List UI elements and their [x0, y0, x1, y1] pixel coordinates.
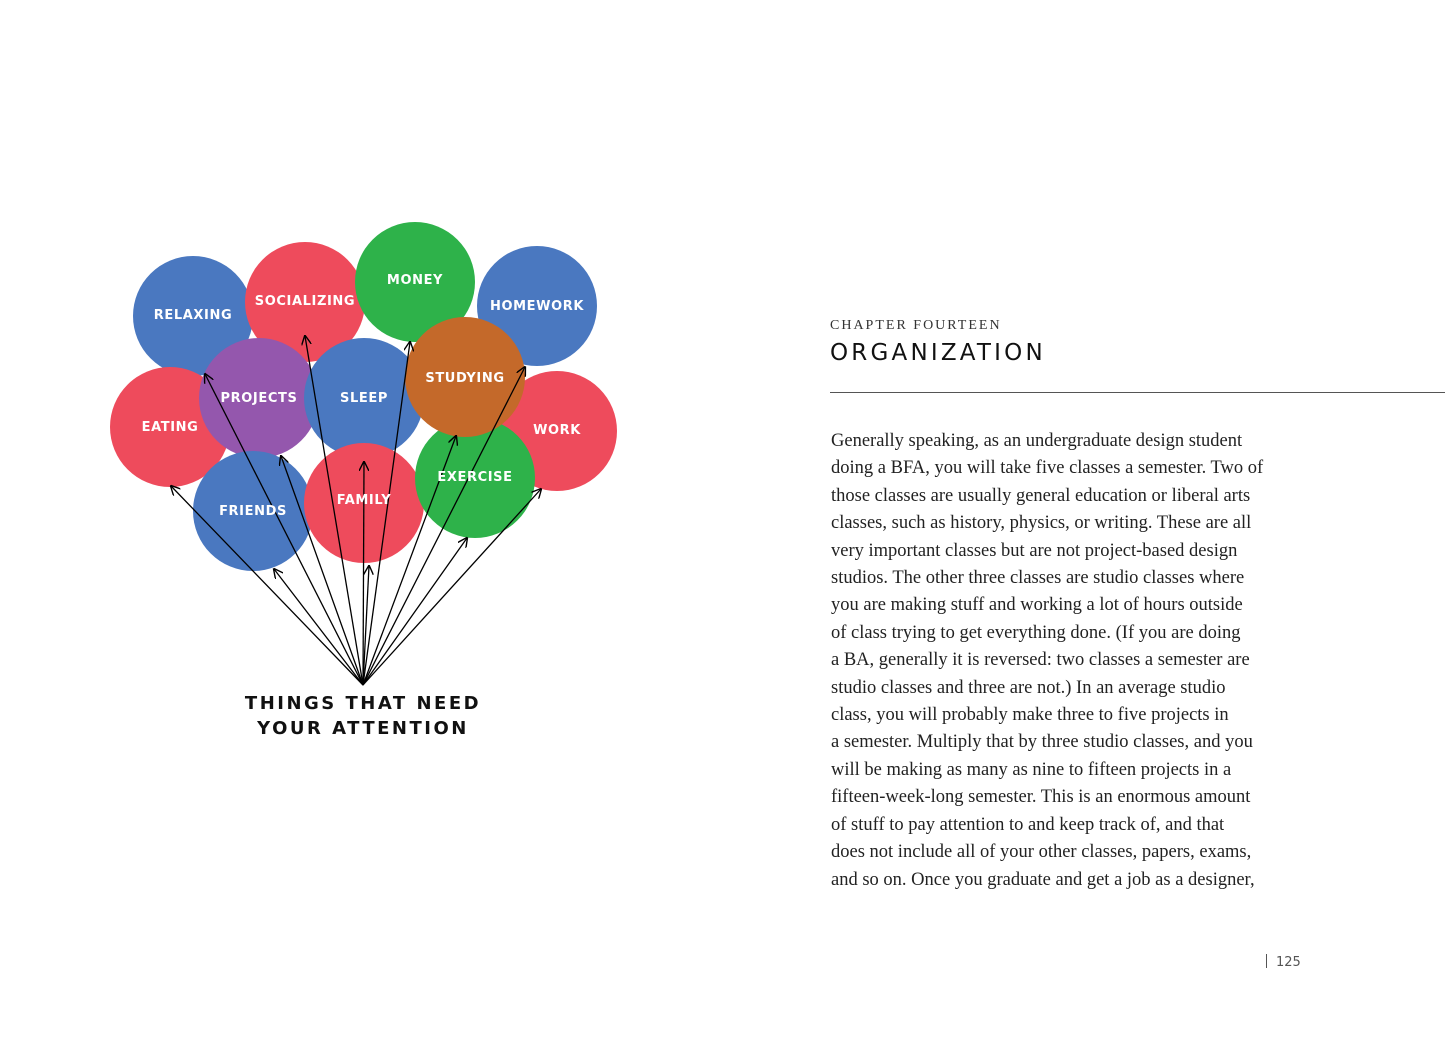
- balloon-label-family: FAMILY: [336, 493, 392, 508]
- body-line: class, you will probably make three to five projects in: [831, 705, 1229, 726]
- body-paragraph: [831, 428, 1301, 894]
- balloon-label-friends: FRIENDS: [219, 504, 287, 519]
- caption-line-1: THINGS THAT NEED: [244, 693, 482, 714]
- body-line: a BA, generally it is reversed: two classes a semester are: [831, 650, 1250, 671]
- title-rule: [830, 392, 1445, 393]
- page-number: [1266, 954, 1301, 970]
- balloon-diagram: [0, 0, 720, 1051]
- balloon-label-projects: PROJECTS: [220, 391, 298, 406]
- balloon-label-money: MONEY: [386, 273, 444, 288]
- body-line: very important classes but are not project-based design: [831, 540, 1238, 561]
- folio-bar: [1266, 954, 1267, 968]
- body-line: classes, such as history, physics, or writing. These are all: [831, 513, 1252, 534]
- body-line: doing a BFA, you will take five classes a semester. Two of: [831, 458, 1264, 479]
- chapter-label: CHAPTER FOURTEEN: [830, 318, 1002, 333]
- page-number-text: 125: [1276, 955, 1301, 970]
- body-line: of class trying to get everything done. (If you are doing: [831, 622, 1241, 643]
- body-line: those classes are usually general education or liberal arts: [831, 485, 1251, 506]
- body-line: you are making stuff and working a lot of hours outside: [831, 595, 1243, 616]
- body-line: studio classes and three are not.) In an average studio: [831, 677, 1226, 698]
- balloon-label-studying: STUDYING: [425, 371, 505, 386]
- balloon-label-work: WORK: [533, 423, 581, 438]
- balloon-label-socializing: SOCIALIZING: [254, 294, 356, 309]
- balloon-label-homework: HOMEWORK: [489, 299, 585, 314]
- balloon-label-eating: EATING: [141, 420, 199, 435]
- body-line: will be making as many as nine to fifteen projects in a: [831, 759, 1232, 780]
- body-line: of stuff to pay attention to and keep track of, and that: [831, 814, 1225, 835]
- body-line: a semester. Multiply that by three studio classes, and you: [831, 732, 1253, 753]
- body-line: fifteen-week-long semester. This is an enormous amount: [831, 787, 1251, 808]
- body-line: does not include all of your other classes, papers, exams,: [831, 842, 1252, 863]
- balloon-label-exercise: EXERCISE: [437, 470, 513, 485]
- balloon-label-relaxing: RELAXING: [153, 308, 233, 323]
- body-line: and so on. Once you graduate and get a job as a designer,: [831, 869, 1255, 890]
- arrow-friends: [274, 569, 363, 685]
- caption-line-2: YOUR ATTENTION: [257, 718, 469, 739]
- balloon-label-sleep: SLEEP: [340, 391, 388, 406]
- chapter-title: ORGANIZATION: [830, 340, 1046, 366]
- body-line: Generally speaking, as an undergraduate design student: [831, 431, 1243, 451]
- body-line: studios. The other three classes are studio classes where: [831, 568, 1245, 589]
